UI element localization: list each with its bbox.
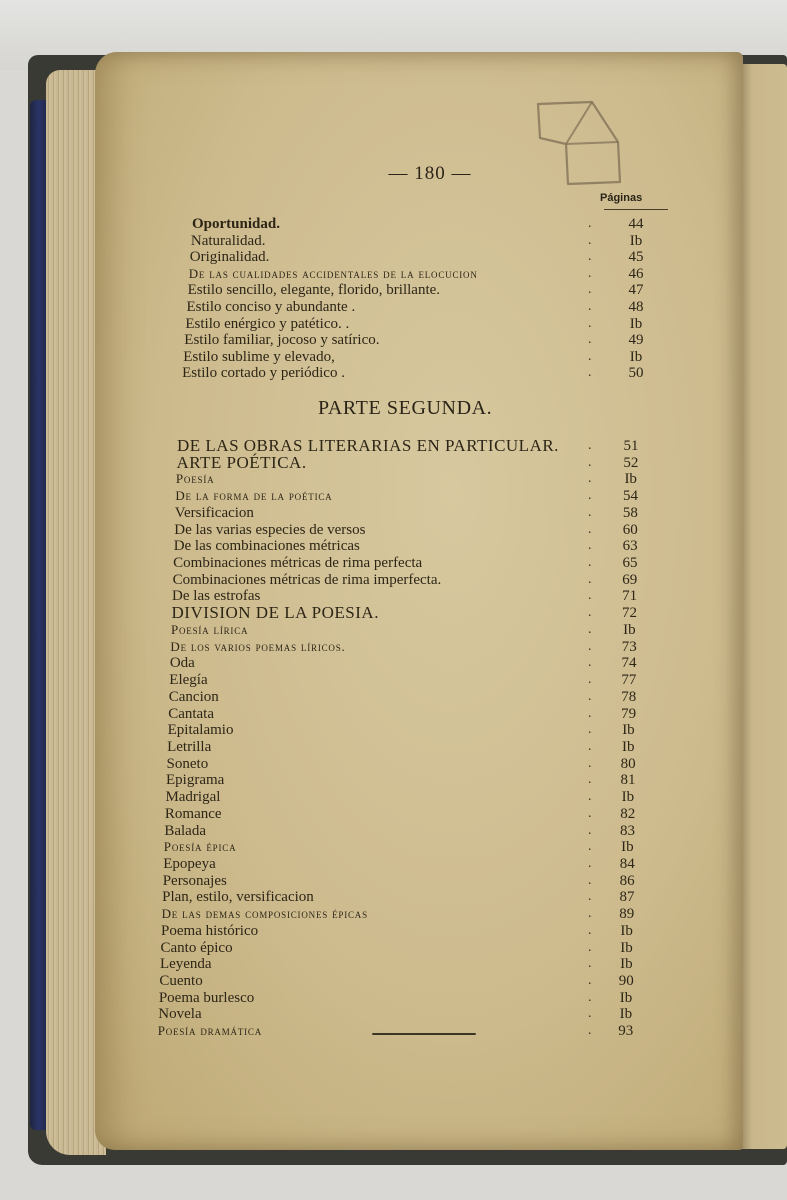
- leader-dot: .: [588, 216, 592, 231]
- leader-dot: .: [588, 922, 592, 938]
- toc-entry-page: 52: [623, 454, 639, 471]
- toc-entry-label: Letrilla: [167, 738, 212, 755]
- toc-entry: [0, 772, 787, 788]
- leader-dot: .: [588, 705, 592, 721]
- toc-entry-page: 48: [628, 299, 644, 315]
- toc-entry: [0, 1023, 787, 1039]
- toc-entry-page: 77: [621, 672, 637, 689]
- toc-entry-label: Elegía: [169, 672, 208, 689]
- leader-dot: .: [588, 471, 592, 487]
- toc-entry-label: Versificacion: [174, 504, 254, 521]
- toc-entry-page: 54: [623, 488, 639, 505]
- toc-entry: [0, 856, 787, 872]
- toc-entry: [0, 233, 787, 249]
- leader-dot: .: [588, 365, 592, 381]
- toc-entry: [0, 572, 787, 588]
- toc-entry-label: Estilo sencillo, elegante, florido, brillante.: [187, 282, 441, 299]
- toc-entry: [0, 522, 787, 538]
- toc-entry-label: Oda: [169, 655, 195, 672]
- toc-entry: [0, 789, 787, 805]
- toc-entry: [0, 706, 787, 722]
- toc-entry-label: Cuento: [159, 973, 203, 990]
- toc-entry-page: Ib: [619, 1006, 633, 1023]
- toc-entry-page: 50: [628, 365, 644, 382]
- toc-entry-label: Poesía épica: [163, 839, 237, 855]
- toc-entry-label: Estilo enérgico y patético. .: [185, 315, 350, 332]
- toc-entry-label: Estilo familiar, jocoso y satírico.: [184, 332, 380, 349]
- toc-entry: [0, 739, 787, 755]
- toc-entry: [0, 722, 787, 738]
- toc-entry: [0, 1006, 787, 1022]
- toc-entry-label: Novela: [158, 1006, 202, 1023]
- toc-entry: [0, 538, 787, 554]
- leader-dot: .: [588, 889, 592, 905]
- leader-dot: .: [588, 282, 592, 298]
- toc-entry-page: Ib: [624, 471, 637, 488]
- toc-entry-label: De las varias especies de versos: [174, 521, 366, 538]
- leader-dot: .: [588, 1023, 592, 1039]
- toc-entry-page: 58: [622, 504, 638, 521]
- leader-dot: .: [588, 315, 592, 331]
- toc-entry: [0, 488, 787, 504]
- toc-entry-label: De las demas composiciones épicas: [161, 906, 368, 922]
- toc-entry-label: DIVISION DE LA POESIA.: [171, 603, 379, 623]
- toc-entry: [0, 806, 787, 822]
- toc-entry-page: 51: [623, 438, 639, 454]
- toc-entry-page: 46: [628, 265, 644, 282]
- toc-entry: [0, 282, 787, 298]
- toc-entry: [0, 471, 787, 487]
- toc-entry: [0, 655, 787, 671]
- leader-dot: .: [588, 989, 592, 1005]
- toc-entry-label: Romance: [164, 805, 222, 822]
- toc-entry-label: ARTE POÉTICA.: [176, 452, 307, 472]
- toc-entry-label: De las cualidades accidentales de la elocucion: [188, 265, 478, 281]
- toc-entry-label: Oportunidad.: [192, 216, 280, 232]
- leader-dot: .: [588, 638, 592, 654]
- leader-dot: .: [588, 571, 592, 587]
- toc-entry-label: Estilo sublime y elevado,: [183, 348, 335, 365]
- toc-entry: [0, 349, 787, 365]
- leader-dot: .: [588, 805, 592, 821]
- toc-entry-page: 80: [620, 755, 636, 772]
- leader-dot: .: [588, 605, 592, 621]
- toc-entry: [0, 249, 787, 265]
- toc-entry: [0, 266, 787, 282]
- toc-entry-label: Originalidad.: [189, 249, 270, 266]
- toc-entry-label: Epitalamio: [167, 722, 234, 739]
- toc-entry-page: Ib: [620, 956, 633, 973]
- toc-entry-label: Poesía: [175, 471, 215, 487]
- toc-entry: [0, 438, 787, 454]
- toc-entry-page: Ib: [622, 738, 635, 755]
- toc-entry-label: De la forma de la poética: [175, 488, 333, 504]
- toc-entry-page: 44: [628, 216, 644, 232]
- leader-dot: .: [588, 772, 592, 788]
- toc-entry: [0, 823, 787, 839]
- toc-entry-label: Estilo conciso y abundante .: [186, 299, 356, 315]
- toc-entry-page: 60: [622, 521, 638, 538]
- leader-dot: .: [588, 973, 592, 989]
- leader-dot: .: [588, 249, 592, 265]
- toc-entry-label: De las combinaciones métricas: [173, 538, 360, 555]
- toc-entry-page: Ib: [621, 839, 634, 856]
- toc-entry: [0, 622, 787, 638]
- toc-entry-page: 78: [621, 688, 637, 705]
- toc-entry-label: Personajes: [162, 872, 227, 889]
- toc-entry: [0, 588, 787, 604]
- leader-dot: .: [588, 348, 592, 364]
- toc-entry-label: Soneto: [166, 755, 209, 772]
- toc-entry-label: Naturalidad.: [190, 232, 266, 249]
- toc-entry: [0, 756, 787, 772]
- leader-dot: .: [588, 722, 592, 738]
- toc-entry-page: Ib: [621, 789, 635, 806]
- toc-entry-label: Plan, estilo, versificacion: [162, 889, 314, 906]
- leader-dot: .: [588, 299, 592, 314]
- leader-dot: .: [588, 588, 592, 604]
- toc-entry: [0, 672, 787, 688]
- toc-entry-label: Poesía dramática: [157, 1023, 263, 1039]
- toc-entry-label: Poesía lírica: [170, 621, 249, 637]
- leader-dot: .: [588, 454, 592, 470]
- leader-dot: .: [588, 789, 592, 805]
- section-title: PARTE SEGUNDA.: [318, 397, 493, 419]
- leader-dot: .: [588, 232, 592, 248]
- toc-entry-page: Ib: [620, 939, 633, 956]
- toc-entry-page: 82: [620, 805, 636, 822]
- toc-entry-label: Epopeya: [163, 856, 216, 872]
- toc-entry-label: Leyenda: [159, 956, 212, 973]
- leader-dot: .: [588, 488, 592, 504]
- toc-entry-label: Poema burlesco: [158, 989, 255, 1006]
- toc-entry-label: Epigrama: [166, 772, 225, 789]
- toc-entry-page: 47: [628, 282, 644, 299]
- toc-entry-page: 81: [620, 772, 636, 789]
- toc-entry-label: De las estrofas: [172, 588, 261, 605]
- toc-entry-page: 84: [619, 856, 635, 872]
- leader-dot: .: [588, 956, 592, 972]
- leader-dot: .: [588, 822, 592, 838]
- leader-dot: .: [588, 655, 592, 671]
- toc-entry: [0, 990, 787, 1006]
- toc-entry-label: DE LAS OBRAS LITERARIAS EN PARTICULAR.: [177, 436, 559, 455]
- toc-entry-page: Ib: [629, 315, 643, 332]
- toc-entry-label: Combinaciones métricas de rima imperfecta.: [172, 571, 442, 588]
- toc-entry-page: Ib: [619, 989, 633, 1006]
- toc-entry-label: Estilo cortado y periódico .: [182, 365, 345, 382]
- toc-entry-label: Cantata: [168, 705, 215, 722]
- leader-dot: .: [588, 906, 592, 922]
- toc-entry: [0, 689, 787, 705]
- toc-entry: [0, 555, 787, 571]
- leader-dot: .: [588, 265, 592, 281]
- pages-column-heading: Páginas: [600, 192, 643, 204]
- toc-entry: [0, 923, 787, 939]
- toc-entry: [0, 216, 787, 232]
- leader-dot: .: [588, 688, 592, 704]
- toc-entry-page: 69: [622, 571, 638, 588]
- toc-entry: [0, 316, 787, 332]
- toc-entry-page: 72: [622, 605, 637, 622]
- leader-dot: .: [588, 856, 592, 871]
- toc-entry-page: 90: [618, 973, 634, 990]
- leader-dot: .: [588, 438, 592, 453]
- toc-entry-page: 71: [622, 588, 638, 605]
- toc-entry-label: De los varios poemas líricos.: [170, 638, 346, 654]
- toc-entry: [0, 973, 787, 989]
- leader-dot: .: [588, 555, 592, 571]
- toc-entry-page: 65: [622, 555, 638, 572]
- toc-entry: [0, 956, 787, 972]
- leader-dot: .: [588, 755, 592, 771]
- leader-dot: .: [588, 672, 592, 688]
- leader-dot: .: [588, 504, 592, 520]
- toc-entry-label: Combinaciones métricas de rima perfecta: [173, 555, 423, 572]
- toc-entry: [0, 839, 787, 855]
- closing-rule: [372, 1033, 476, 1035]
- toc-entry: [0, 639, 787, 655]
- toc-entry: [0, 365, 787, 381]
- toc-entry: [0, 873, 787, 889]
- toc-entry-label: Poema histórico: [161, 922, 259, 939]
- leader-dot: .: [588, 538, 592, 554]
- toc-entry-page: 74: [621, 655, 637, 672]
- toc-entry-label: Cancion: [168, 688, 219, 705]
- toc-entry: [0, 505, 787, 521]
- toc-entry-page: 89: [619, 906, 635, 923]
- leader-dot: .: [588, 332, 592, 348]
- toc-entry-page: 49: [628, 332, 644, 349]
- leader-dot: .: [588, 872, 592, 888]
- toc-entry: [0, 299, 787, 315]
- toc-entry-page: 63: [622, 538, 638, 555]
- leader-dot: .: [588, 521, 592, 537]
- toc-entry-page: Ib: [620, 922, 633, 939]
- toc-entry-page: 73: [621, 638, 637, 655]
- toc-entry-label: Balada: [164, 822, 206, 839]
- leader-dot: .: [588, 621, 592, 637]
- page-number: — 180 —: [388, 163, 472, 184]
- toc-entry-page: Ib: [623, 621, 636, 638]
- toc-entry-label: Madrigal: [165, 789, 221, 806]
- toc-entry-page: 93: [618, 1023, 634, 1040]
- toc-entry: [0, 605, 787, 621]
- leader-dot: .: [588, 939, 592, 955]
- leader-dot: .: [588, 839, 592, 855]
- toc-entry-page: 87: [619, 889, 635, 906]
- toc-entry: [0, 332, 787, 348]
- toc-entry: [0, 889, 787, 905]
- toc-entry-page: Ib: [622, 722, 635, 739]
- toc-entry: [0, 906, 787, 922]
- toc-entry-page: 86: [619, 872, 635, 889]
- toc-entry-page: 45: [628, 249, 644, 266]
- leader-dot: .: [588, 1006, 592, 1022]
- toc-entry-page: 79: [621, 705, 637, 722]
- toc-entry-page: Ib: [629, 348, 643, 365]
- toc-entry: [0, 940, 787, 956]
- toc-entry-page: 83: [620, 822, 636, 839]
- toc-entry-label: Canto épico: [160, 939, 233, 956]
- leader-dot: .: [588, 738, 592, 754]
- toc-entry-page: Ib: [629, 232, 643, 249]
- toc-entry: [0, 452, 787, 472]
